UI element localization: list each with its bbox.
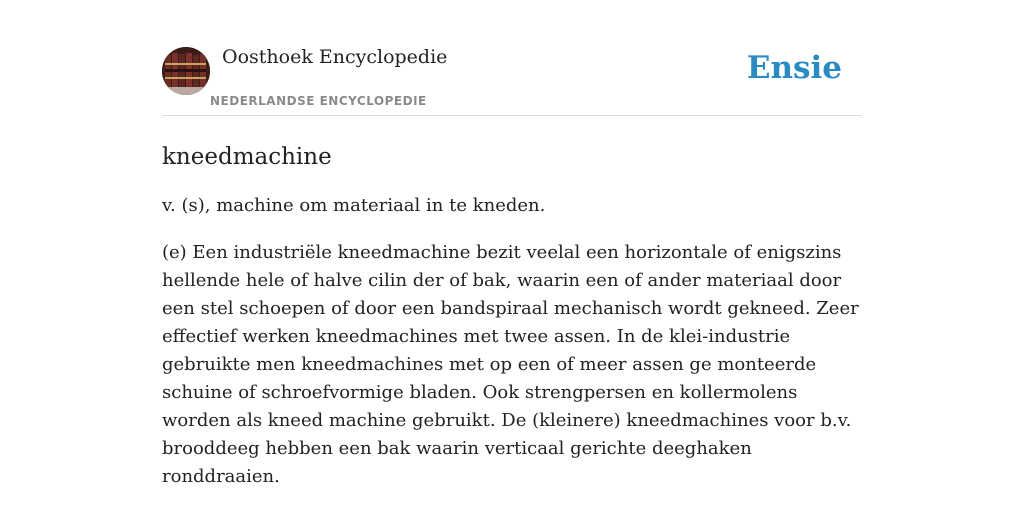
site-header (162, 0, 862, 116)
source-name[interactable]: Oosthoek Encyclopedie (222, 46, 448, 68)
source-subtitle: NEDERLANDSE ENCYCLOPEDIE (210, 94, 427, 108)
entry-paragraph-definition: v. (s), machine om materiaal in te kneden. (162, 195, 546, 216)
entry-content (162, 142, 862, 491)
ensie-logo[interactable]: Ensie (746, 50, 842, 86)
entry-paragraph-description: (e) Een industriële kneedmachine bezit veelal een horizontale of enigszins hellende hele of halve cilin der of bak, waarin een of ander materiaal door een stel schoepen of door een bandspiraal mechanisch wordt gekneed. Zeer effectief werken kneedmachines met twee assen. In de klei-industrie gebruikte men kneedmachines met op een of meer assen ge monteerde schuine of schroefvormige bladen. Ook strengpersen en kollermolens worden als kneed machine gebruikt. De (kleinere) kneedmachines voor b.v. brooddeeg hebben een bak waarin verticaal gerichte deeghaken ronddraaien. (162, 242, 859, 487)
entry-title: kneedmachine (162, 144, 332, 170)
encyclopedia-books-icon[interactable] (162, 47, 210, 95)
